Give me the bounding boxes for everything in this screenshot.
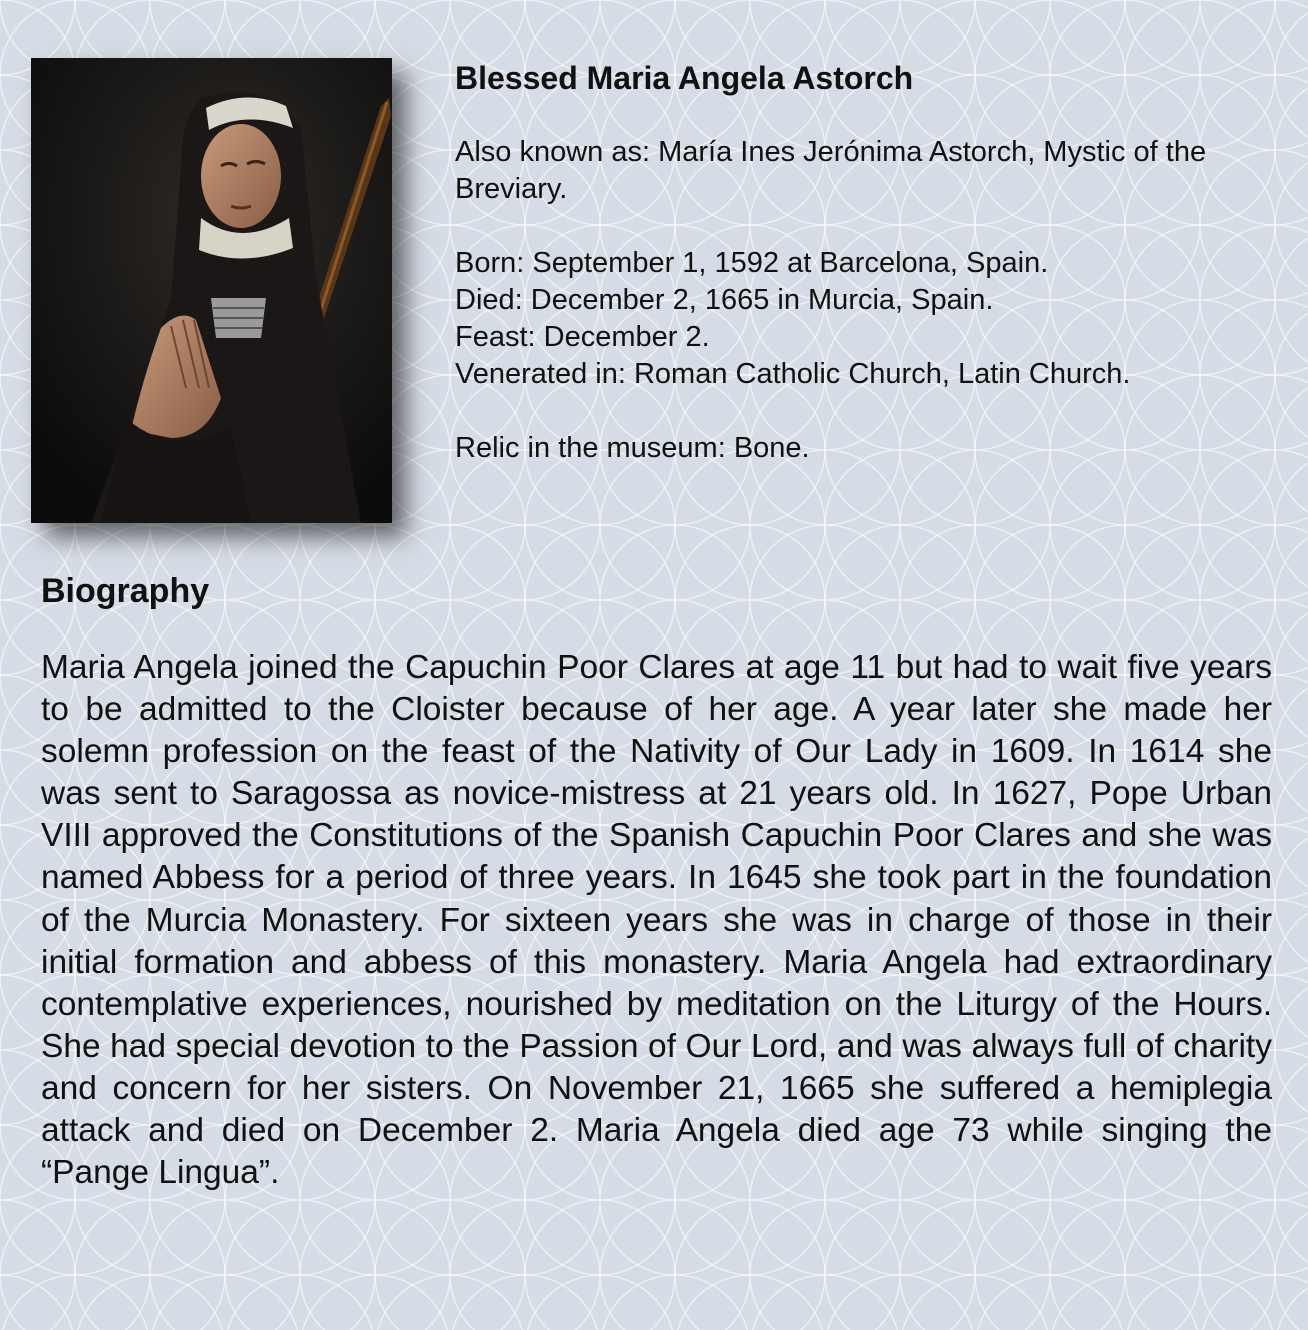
- biography-text: Maria Angela joined the Capuchin Poor Clares at age 11 but had to wait five years to be admitted to the Cloister because of her age. A year later she made her solemn profession on the feast of the Nativity of Our Lady in 1609. In 1614 she was sent to Saragossa as novice-mistress at 21 years old. In 1627, Pope Urban VIII approved the Constitutions of the Spanish Capuchin Poor Clares and she was named Abbess for a period of three years. In 1645 she took part in the foundation of the Murcia Monastery. For sixteen years she was in charge of those in their initial formation and abbess of this monastery. Maria Angela had extraordinary contemplative experiences, nourished by meditation on the Liturgy of the Hours. She had special devotion to the Passion of Our Lord, and was always full of charity and concern for her sisters. On November 21, 1665 she suffered a hemiplegia attack and died on December 2. Maria Angela died age 73 while singing the “Pange Lingua”.: [41, 649, 1272, 1192]
- facts-list: [455, 245, 1255, 393]
- also-known-as: Also known as: María Ines Jerónima Astorch, Mystic of the Breviary.: [455, 136, 1207, 205]
- page-title: Blessed Maria Angela Astorch: [455, 60, 914, 96]
- biography-heading: Biography: [41, 572, 210, 610]
- born-date: Born: September 1, 1592 at Barcelona, Spain.: [455, 247, 1049, 279]
- feast-date: Feast: December 2.: [455, 321, 710, 353]
- portrait-image: [31, 58, 392, 523]
- died-date: Died: December 2, 1665 in Murcia, Spain.: [455, 284, 994, 316]
- relic-info: Relic in the museum: Bone.: [455, 432, 810, 464]
- venerated-in: Venerated in: Roman Catholic Church, Latin Church.: [455, 358, 1131, 390]
- saint-info: [455, 58, 1255, 467]
